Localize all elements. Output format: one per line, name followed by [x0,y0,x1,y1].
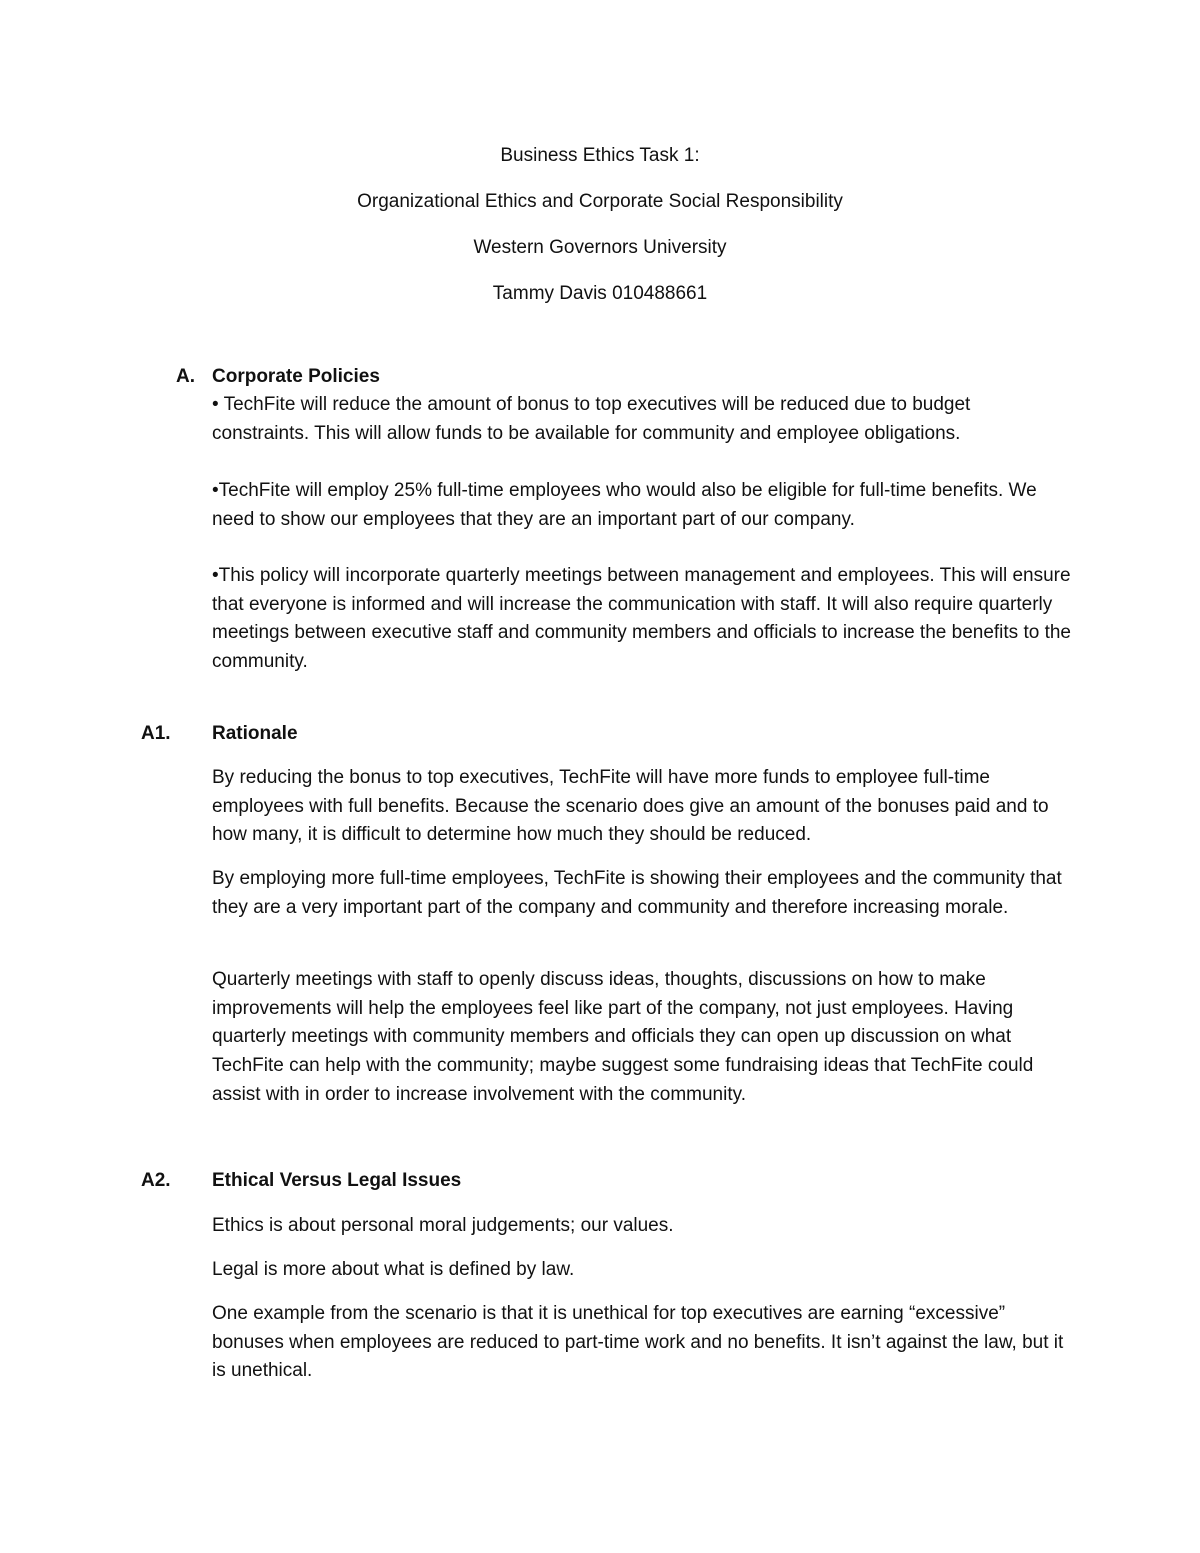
bullet-item: •TechFite will employ 25% full-time employees who would also be eligible for full-time benefits. We need to show our employees that they are an important part of our company. [212,480,1037,530]
paragraph: By employing more full-time employees, TechFite is showing their employees and the community that they are a very important part of the company and community and therefore increasing morale. [212,868,1062,918]
bullet-item: • TechFite will reduce the amount of bonus to top executives will be reduced due to budget constraints. This will allow funds to be available for community and employee obligations. [212,394,971,444]
section-heading: Corporate Policies [212,366,380,387]
institution-line: Western Governors University [473,237,727,258]
paragraph: Ethics is about personal moral judgements; our values. [212,1215,674,1236]
section-heading: Rationale [212,723,298,744]
subtitle-line: Organizational Ethics and Corporate Social Responsibility [357,191,843,212]
title-block [0,143,1200,327]
section-label: A. [176,366,195,387]
paragraph: One example from the scenario is that it is unethical for top executives are earning “excessive” bonuses when employees are reduced to part-time work and no benefits. It isn’t against the law, but it is unethical. [212,1303,1064,1382]
author-line: Tammy Davis 010488661 [492,283,708,304]
paragraph: Legal is more about what is defined by law. [212,1259,575,1280]
bullet-item: •This policy will incorporate quarterly meetings between management and employees. This will ensure that everyone is informed and will increase the communication with staff. It will also require quarterly meetings between executive staff and community members and officials to increase the benefits to the community. [212,565,1071,673]
section-heading: Ethical Versus Legal Issues [212,1170,462,1191]
paragraph: Quarterly meetings with staff to openly discuss ideas, thoughts, discussions on how to make improvements will help the employees feel like part of the company, not just employees. Having quarterly meetings with community members and officials they can open up discussion on what TechFite can help with the community; maybe suggest some fundraising ideas that TechFite could assist with in order to increase involvement with the community. [212,969,1034,1105]
paragraph: By reducing the bonus to top executives, TechFite will have more funds to employee full-time employees with full benefits. Because the scenario does give an amount of the bonuses paid and to how many, it is difficult to determine how much they should be reduced. [212,767,1049,846]
section-label: A1. [141,723,171,744]
section-label: A2. [141,1170,171,1191]
title-line: Business Ethics Task 1: [500,145,700,166]
